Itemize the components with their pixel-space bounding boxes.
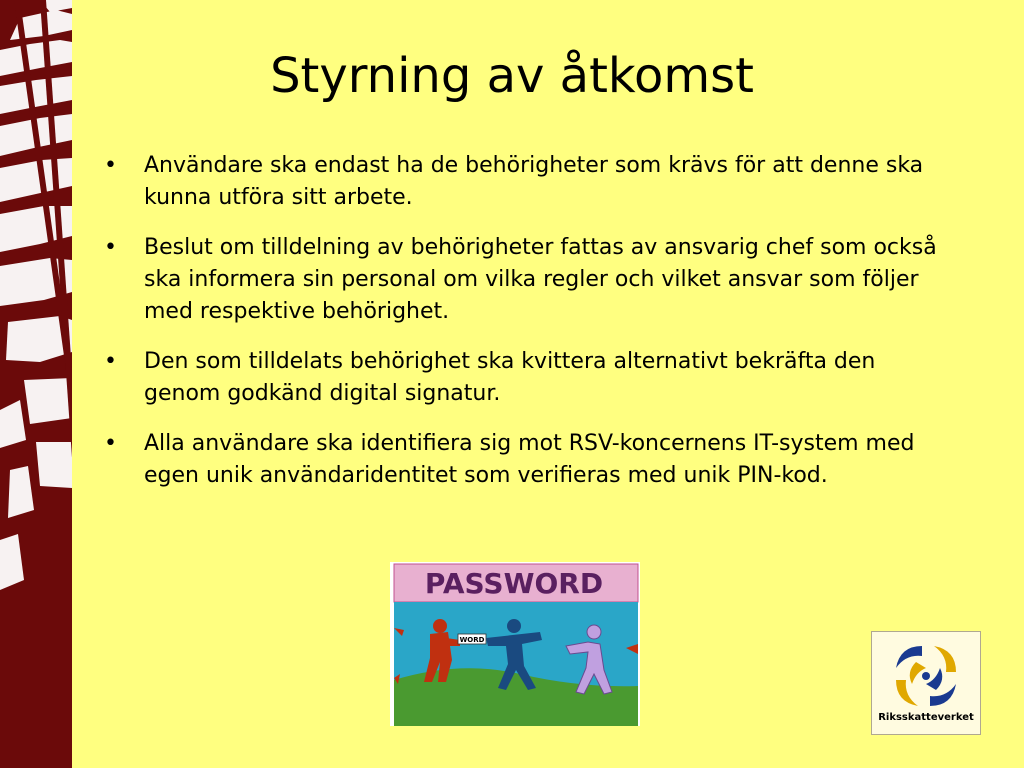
bullet-text: Användare ska endast ha de behörigheter som krävs för att denne ska kunna utföra sitt arbete. [144, 153, 924, 210]
decorative-side-band [0, 0, 72, 768]
slide-title [0, 48, 1024, 104]
logo-emblem-icon [872, 632, 980, 712]
bullet-marker: • [104, 349, 117, 374]
password-illustration [390, 562, 640, 726]
list-item [104, 346, 954, 410]
word-tag-text: WORD [459, 636, 485, 644]
bullet-text: Beslut om tilldelning av behörigheter fattas av ansvarig chef som också ska informera sin personal om vilka regler och vilket ansvar som följer med respektive behörighet. [144, 235, 937, 324]
list-item [104, 232, 954, 328]
bullet-marker: • [104, 235, 117, 260]
riksskatteverket-logo [871, 631, 981, 735]
bullet-marker: • [104, 153, 117, 178]
slide-title-text: Styrning av åtkomst [270, 48, 754, 104]
bullet-list [104, 150, 954, 510]
list-item [104, 150, 954, 214]
bullet-marker: • [104, 431, 117, 456]
sign-text: PASSWORD [424, 567, 604, 600]
logo-text: Riksskatteverket [878, 712, 974, 723]
list-item [104, 428, 954, 492]
bullet-text: Den som tilldelats behörighet ska kvittera alternativt bekräfta den genom godkänd digital signatur. [144, 349, 876, 406]
bullet-text: Alla användare ska identifiera sig mot RSV-koncernens IT-system med egen unik användaridentitet som verifieras med unik PIN-kod. [144, 431, 915, 488]
grid-pattern-graphic [0, 0, 72, 768]
